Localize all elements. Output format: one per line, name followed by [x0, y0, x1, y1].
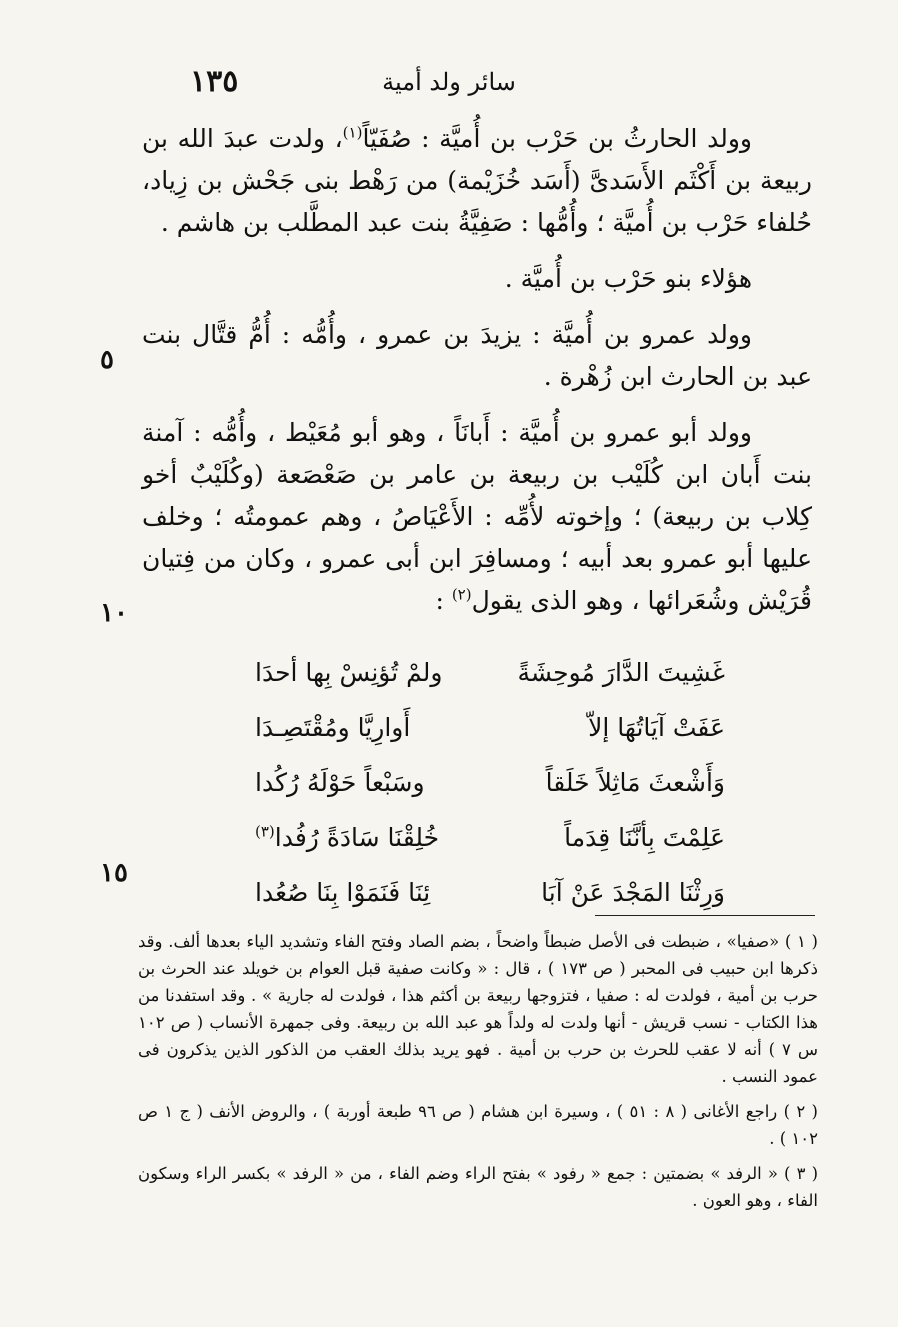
footnote-2: ( ٢ ) راجع الأغانى ( ٨ : ٥١ ) ، وسيرة ابن هشام ( ص ٩٦ طبعة أوربة ) ، والروض الأنف ( ج ١ ص ١٠٢ ) . [138, 1102, 818, 1148]
footnote-rule [595, 915, 815, 916]
poem-hemistich: وسَبْعاً حَوْلَهُ رُكُدا [255, 768, 425, 797]
footnotes [138, 928, 818, 1222]
paragraph-text: وولد الحارثُ بن حَرْب بن أُميَّة : صُفَيّاً [362, 124, 752, 153]
paragraph-amr: وولد عمرو بن أُميَّة : يزيدَ بن عمرو ، وأُمُّه : أُمُّ قتَّال بنت عبد بن الحارث ابن زُهْرة . [142, 320, 812, 391]
paragraph-abu-amr [142, 412, 812, 622]
footnote-ref-2: (٢) [451, 585, 472, 604]
line-marker: ١٠ [100, 598, 128, 628]
main-text [142, 118, 812, 636]
paragraph-harith [142, 118, 812, 244]
page-number: ١٣٥ [190, 64, 239, 99]
paragraph-summary: هؤلاء بنو حَرْب بن أُميَّة . [504, 264, 752, 293]
page-header [0, 64, 898, 104]
poem-hemistich: ولمْ تُؤنِسْ بِها أحدَا [255, 658, 443, 687]
line-marker: ١٥ [100, 858, 128, 888]
poem-hemistich: وَأَشْعثَ مَاثِلاً خَلَقاً [545, 768, 725, 797]
poem-text: خُلِقْنَا سَادَةً رُفُدا [274, 823, 440, 852]
poem-verse [255, 810, 725, 865]
footnote-ref-3: (٣) [255, 822, 275, 841]
poem [255, 645, 725, 920]
footnote-1: ( ١ ) «صفيا» ، ضبطت فى الأصل ضبطاً واضحاً ، بضم الصاد وفتح الفاء وتشديد الياء بعدها ألف. وقد ذكرها ابن حبيب فى المحبر ( ص ١٧٣ ) ، قال : « وكانت صفية قبل العوام بن خويلد عند الحرث بن حرب بن أمية ، فولدت له : صفيا ، فتزوجها ربيعة بن أكثم هذا ، فولدت له جارية » . وقد استفدنا من هذا الكتاب - نسب قريش - أنها ولدت له ولداً هو عبد الله بن ربيعة. وفى جمهرة الأنساب ( ص ١٠٢ س ٧ ) أنه لا عقب للحرث بن حرب بن أمية . فهو يريد بذلك العقب من الذكور الذين يذكرون فى عمود النسب . [138, 932, 818, 1086]
footnote-3: ( ٣ ) « الرفد » بضمتين : جمع « رفود » بفتح الراء وضم الفاء ، من « الرفد » بكسر الراء وسكون الفاء ، وهو العون . [138, 1164, 819, 1210]
poem-hemistich: ئِنَا فَنَمَوْا بِنَا صُعُدا [255, 878, 431, 907]
poem-hemistich: أَوارِيَّا ومُقْتَصِـدَا [255, 713, 411, 742]
running-head: سائر ولد أمية [382, 68, 516, 96]
poem-hemistich [255, 810, 439, 865]
paragraph-text: ، ولدت عبدَ الله بن ربيعة بن أَكْثَم الأَسَدىَّ (أَسَد خُزَيْمة) من رَهْط بنى جَحْش بن زِياد، حُلفاء حَرْب بن أُميَّة ؛ وأُمُّها : صَفِيَّةُ بنت عبد المطَّلب بن هاشم . [142, 124, 812, 237]
line-marker: ٥ [100, 345, 114, 375]
paragraph-text: : [435, 586, 452, 615]
poem-hemistich: عَفَتْ آيَاتُهَا إلاّ [588, 713, 725, 742]
footnote-ref-1: (١) [342, 123, 363, 142]
poem-hemistich: غَشِيتَ الدَّارَ مُوحِشَةً [517, 658, 725, 687]
poem-hemistich: عَلِمْتَ بِأنَّنَا قِدَماً [564, 823, 725, 852]
poem-verse [255, 755, 725, 810]
poem-verse [255, 865, 725, 920]
poem-verse [255, 645, 725, 700]
poem-hemistich: وَرِثْنَا المَجْدَ عَنْ آبَا [541, 878, 725, 907]
poem-verse [255, 700, 725, 755]
paragraph-text: وولد أبو عمرو بن أُميَّة : أَبانَاً ، وهو أبو مُعَيْط ، وأُمُّه : آمنة بنت أَبان ابن كُلَيْب بن ربيعة بن عامر بن صَعْصَعة (وكُلَيْبٌ أخو كِلاب بن ربيعة) ؛ وإخوته لأُمِّه : الأَعْيَاصُ ، وهم عمومتُه ؛ وخلف عليها أبو عمرو بعد أبيه ؛ ومسافِرَ ابن أبى عمرو ، وكان من فِتيان قُرَيْش وشُعَرائها ، وهو الذى يقول [142, 418, 812, 615]
